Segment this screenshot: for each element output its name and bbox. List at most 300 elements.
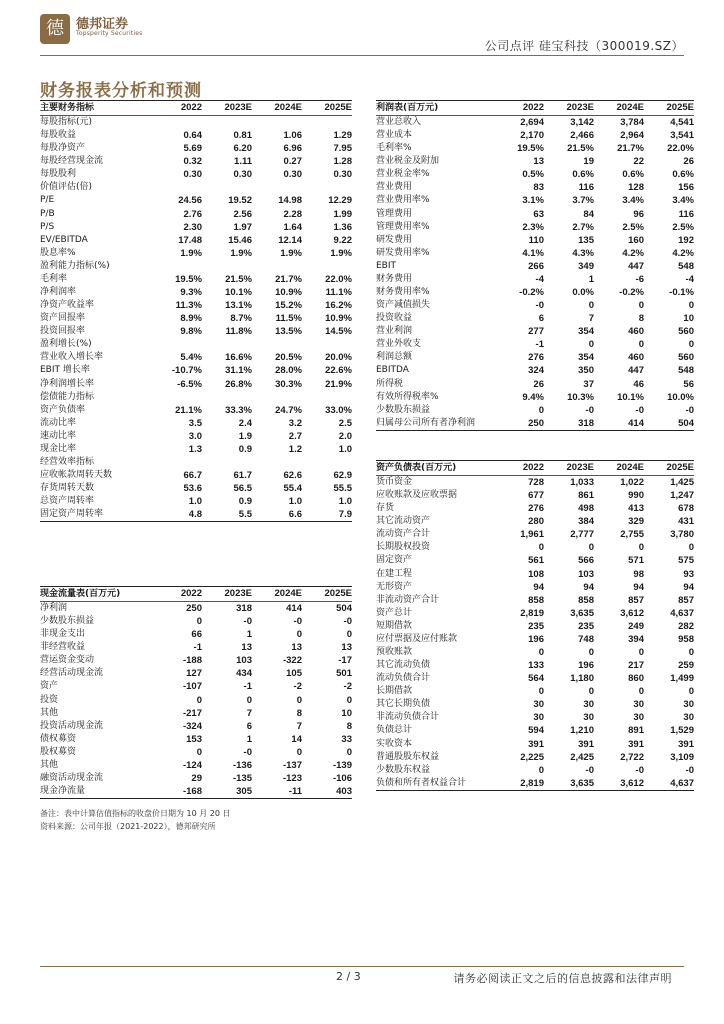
- row-label: 所得税: [376, 378, 404, 389]
- row-value: -0: [243, 616, 252, 628]
- row-label: 长期借款: [376, 686, 413, 697]
- table-row: [40, 391, 352, 404]
- row-value: 277: [528, 326, 544, 338]
- table-row: [40, 680, 352, 693]
- footer-divider: [40, 966, 684, 967]
- row-value: 0: [296, 694, 302, 706]
- row-value: [152, 116, 202, 129]
- row-label: 盈利能力指标(%): [40, 260, 110, 271]
- table-header: [40, 100, 352, 116]
- row-value: 66.7: [183, 470, 202, 482]
- row-value: 571: [628, 555, 644, 567]
- table-row: [376, 404, 694, 417]
- row-value: [252, 391, 302, 404]
- row-value: 2.30: [183, 221, 202, 233]
- table-row: [376, 391, 694, 404]
- row-value: 728: [528, 477, 544, 488]
- row-value: 11.5%: [275, 313, 302, 325]
- table-row: [376, 672, 694, 685]
- table-row: [40, 654, 352, 667]
- row-value: -6: [635, 273, 644, 285]
- row-value: 0.5%: [522, 169, 544, 181]
- row-value: 55.5: [333, 483, 352, 495]
- table-row: [40, 772, 352, 785]
- row-value: 0: [538, 647, 544, 659]
- main-indicators-table: [40, 100, 352, 522]
- row-label: 其它长期负债: [376, 699, 431, 710]
- row-label: 营业收入增长率: [40, 352, 104, 363]
- row-value: 14: [291, 733, 302, 745]
- row-label: 固定资产: [376, 555, 413, 566]
- table-row: [40, 785, 352, 798]
- row-value: -0.2%: [519, 287, 544, 299]
- row-value: 1.3: [188, 443, 202, 455]
- row-value: 561: [528, 555, 544, 567]
- row-value: 250: [528, 417, 544, 429]
- row-value: 30.3%: [275, 378, 302, 390]
- row-value: 8.7%: [230, 313, 252, 325]
- row-value: 105: [286, 668, 302, 680]
- row-label: 股息率%: [40, 247, 76, 258]
- row-value: 83: [533, 182, 544, 194]
- row-value: 3,109: [670, 751, 694, 763]
- row-label: 每股收益: [40, 130, 77, 141]
- row-label: 资产减值损失: [376, 300, 431, 311]
- table-row: [40, 641, 352, 654]
- column-header: 2022: [180, 102, 202, 113]
- row-value: 8: [638, 313, 644, 325]
- row-label: 投资回报率: [40, 326, 86, 337]
- row-value: 56.5: [233, 483, 252, 495]
- row-value: 1: [246, 629, 252, 641]
- row-label: 负债和所有者权益合计: [376, 777, 467, 788]
- row-value: -106: [332, 773, 352, 785]
- row-label: 短期借款: [376, 620, 413, 631]
- row-value: 249: [628, 620, 644, 632]
- row-value: 0: [638, 647, 644, 659]
- row-value: 3.0: [188, 430, 202, 442]
- row-value: 62.9: [333, 470, 352, 482]
- row-value: -0: [685, 404, 694, 416]
- row-value: 128: [628, 182, 644, 194]
- row-value: 858: [528, 594, 544, 606]
- row-value: 10.9%: [325, 313, 352, 325]
- row-label: 投资: [40, 694, 59, 705]
- row-value: 0: [538, 542, 544, 554]
- row-value: [302, 260, 352, 273]
- row-value: 30: [583, 712, 594, 724]
- table-row: [40, 469, 352, 482]
- table-row: [376, 489, 694, 502]
- column-header: 2022: [522, 102, 544, 113]
- row-value: 135: [578, 234, 594, 246]
- row-value: 566: [578, 555, 594, 567]
- column-header: 2022: [180, 588, 202, 599]
- row-value: -0: [343, 616, 352, 628]
- row-value: 30: [533, 699, 544, 711]
- row-label: 无形资产: [376, 581, 413, 592]
- row-label: 资产回报率: [40, 313, 86, 324]
- table-row: [376, 607, 694, 620]
- row-value: 127: [186, 668, 202, 680]
- table-row: [376, 620, 694, 633]
- row-value: 6: [538, 313, 544, 325]
- row-label: EBITDA: [376, 365, 409, 376]
- table-row: [376, 777, 694, 790]
- table-row: [40, 260, 352, 273]
- table-row: [376, 724, 694, 737]
- row-value: 21.9%: [325, 378, 352, 390]
- row-value: [252, 338, 302, 351]
- header-divider: [40, 55, 684, 56]
- row-value: 0: [196, 746, 202, 758]
- row-label: 其他: [40, 759, 59, 770]
- row-label: 财务费用率%: [376, 287, 430, 298]
- row-value: 0.32: [183, 156, 202, 168]
- row-value: 24.7%: [275, 404, 302, 416]
- table-row: [376, 351, 694, 364]
- table-row: [40, 338, 352, 351]
- table-row: [40, 508, 352, 521]
- row-value: 857: [628, 594, 644, 606]
- row-label: 营业费用率%: [376, 195, 430, 206]
- row-label: 其它流动资产: [376, 516, 431, 527]
- table-row: [376, 247, 694, 260]
- row-value: 3.2: [288, 417, 302, 429]
- row-value: 61.7: [233, 470, 252, 482]
- row-value: 6.96: [283, 143, 302, 155]
- table-row: [376, 568, 694, 581]
- row-label: 净利润增长率: [40, 378, 95, 389]
- row-label: 应收帐款周转天数: [40, 470, 113, 481]
- row-value: 30: [583, 699, 594, 711]
- row-label: 价值评估(倍): [40, 182, 93, 193]
- table-title: 利润表(百万元): [376, 103, 439, 113]
- row-value: 3.5: [188, 417, 202, 429]
- row-value: -0.2%: [619, 287, 644, 299]
- row-value: [152, 456, 202, 469]
- row-value: 2,466: [570, 130, 594, 142]
- table-row: [376, 751, 694, 764]
- report-tag: 公司点评 硅宝科技（300019.SZ）: [484, 39, 684, 53]
- table-row: [40, 208, 352, 221]
- row-label: 其他: [40, 707, 59, 718]
- table-row: [376, 698, 694, 711]
- row-label: 每股指标(元): [40, 117, 93, 127]
- row-label: 净利润: [40, 603, 68, 613]
- row-value: [252, 116, 302, 129]
- row-value: 4.3%: [572, 247, 594, 259]
- row-value: 235: [578, 620, 594, 632]
- row-label: 存货: [376, 503, 395, 514]
- row-value: 0: [538, 404, 544, 416]
- row-value: 276: [528, 503, 544, 515]
- row-value: 564: [528, 673, 544, 685]
- row-value: 0: [688, 339, 694, 351]
- row-value: 28.0%: [275, 365, 302, 377]
- row-value: -2: [343, 681, 352, 693]
- row-value: 3,780: [670, 529, 694, 541]
- row-value: 1,499: [670, 673, 694, 685]
- table-row: [40, 364, 352, 377]
- row-value: 16.2%: [325, 300, 352, 312]
- row-value: 0: [346, 629, 352, 641]
- table-row: [40, 234, 352, 247]
- row-label: 预收账款: [376, 647, 413, 658]
- row-value: 26: [533, 378, 544, 390]
- row-value: -324: [182, 720, 202, 732]
- row-value: 0.30: [233, 169, 252, 181]
- row-value: 282: [678, 620, 694, 632]
- table-row: [40, 482, 352, 495]
- row-value: 66: [191, 629, 202, 641]
- table-header: [40, 586, 352, 602]
- row-value: 2.28: [283, 208, 302, 220]
- row-label: 股权募资: [40, 746, 77, 757]
- row-value: 11.3%: [175, 300, 202, 312]
- row-value: 501: [336, 668, 352, 680]
- table-row: [376, 325, 694, 338]
- table-row: [376, 528, 694, 541]
- row-value: 4,541: [670, 117, 694, 128]
- row-value: 414: [628, 417, 644, 429]
- row-value: -168: [182, 786, 202, 798]
- row-value: -0: [535, 300, 544, 312]
- row-value: -0: [585, 404, 594, 416]
- page-header: [0, 0, 724, 60]
- row-value: [202, 456, 252, 469]
- table-row: [40, 325, 352, 338]
- row-value: 0.30: [333, 169, 352, 181]
- row-value: 413: [628, 503, 644, 515]
- row-value: 447: [628, 260, 644, 272]
- row-value: 0: [296, 629, 302, 641]
- row-value: 0: [638, 686, 644, 698]
- column-header: 2023E: [224, 588, 252, 599]
- row-value: 6.6: [288, 509, 302, 521]
- table-row: [40, 417, 352, 430]
- row-value: 94: [633, 581, 644, 593]
- row-label: 管理费用: [376, 208, 413, 219]
- row-label: 每股股利: [40, 169, 77, 180]
- row-value: -0: [293, 616, 302, 628]
- table-row: [376, 312, 694, 325]
- row-value: 29: [191, 773, 202, 785]
- row-value: 22.0%: [325, 273, 352, 285]
- row-value: 7.9: [338, 509, 352, 521]
- row-value: 5.5: [238, 509, 252, 521]
- row-value: 857: [678, 594, 694, 606]
- row-value: 9.4%: [522, 391, 544, 403]
- row-value: 235: [528, 620, 544, 632]
- row-value: 548: [678, 260, 694, 272]
- table-row: [40, 221, 352, 234]
- row-value: 504: [678, 417, 694, 429]
- row-value: 1.99: [333, 208, 352, 220]
- row-value: 5.69: [183, 143, 202, 155]
- row-value: 3,784: [620, 117, 644, 128]
- row-value: 98: [633, 568, 644, 580]
- row-value: 0.9: [238, 496, 252, 508]
- row-value: 1: [246, 733, 252, 745]
- row-value: 560: [678, 326, 694, 338]
- row-value: 196: [528, 633, 544, 645]
- row-value: 26: [683, 156, 694, 168]
- row-value: -107: [182, 681, 202, 693]
- row-value: 2,819: [520, 607, 544, 619]
- row-value: 2,722: [620, 751, 644, 763]
- row-value: 318: [578, 417, 594, 429]
- row-value: 17.48: [178, 234, 202, 246]
- row-label: 应收账款及应收票据: [376, 490, 458, 501]
- column-header: 2024E: [274, 102, 302, 113]
- row-value: 8: [346, 720, 352, 732]
- row-value: 9.3%: [180, 287, 202, 299]
- row-value: 2.76: [183, 208, 202, 220]
- table-row: [376, 541, 694, 554]
- row-value: 447: [628, 365, 644, 377]
- row-value: 1.2: [288, 443, 302, 455]
- row-value: 1.11: [234, 156, 252, 168]
- row-value: 8.9%: [180, 313, 202, 325]
- table-row: [40, 404, 352, 417]
- table-row: [376, 711, 694, 724]
- table-row: [40, 181, 352, 194]
- row-value: 30: [633, 699, 644, 711]
- row-value: 1.36: [333, 221, 352, 233]
- row-value: 0: [688, 300, 694, 312]
- row-value: 10.9%: [275, 287, 302, 299]
- table-row: [376, 515, 694, 528]
- row-value: 2.7: [288, 430, 302, 442]
- row-value: 0: [688, 686, 694, 698]
- row-label: 每股净资产: [40, 143, 86, 154]
- row-value: 62.6: [283, 470, 302, 482]
- table-row: [40, 155, 352, 168]
- row-value: 93: [683, 568, 694, 580]
- row-value: 354: [578, 352, 594, 364]
- row-value: 1.9%: [230, 247, 252, 259]
- row-value: 37: [583, 378, 594, 390]
- row-value: 7: [246, 707, 252, 719]
- row-value: 0: [588, 300, 594, 312]
- row-value: 133: [528, 660, 544, 672]
- row-value: 12.14: [278, 234, 302, 246]
- table-title: 现金流量表(百万元): [40, 589, 121, 599]
- row-label: 应付票据及应付账款: [376, 633, 458, 644]
- table-row: [40, 194, 352, 207]
- row-value: 2,755: [620, 529, 644, 541]
- row-value: [252, 260, 302, 273]
- table-row: [40, 720, 352, 733]
- row-value: -136: [232, 759, 252, 771]
- row-label: 负债总计: [376, 725, 413, 736]
- row-label: 少数股东权益: [376, 764, 431, 775]
- row-value: 21.1%: [175, 404, 202, 416]
- row-value: 329: [628, 516, 644, 528]
- row-value: 2,170: [520, 130, 544, 142]
- row-value: 1.97: [233, 221, 252, 233]
- row-value: 153: [186, 733, 202, 745]
- row-value: 33: [341, 733, 352, 745]
- row-value: -4: [535, 273, 544, 285]
- row-value: 53.6: [183, 483, 202, 495]
- row-label: 总资产周转率: [40, 496, 95, 507]
- table-row: [40, 628, 352, 641]
- table-row: [376, 685, 694, 698]
- row-value: 391: [628, 738, 644, 750]
- logo-text: 德邦证券: [76, 17, 129, 32]
- row-value: [302, 116, 352, 129]
- row-value: 391: [678, 738, 694, 750]
- row-value: 349: [578, 260, 594, 272]
- row-value: 266: [528, 260, 544, 272]
- table-row: [40, 378, 352, 391]
- table-row: [376, 286, 694, 299]
- table-row: [376, 502, 694, 515]
- row-value: 33.3%: [225, 404, 252, 416]
- row-label: 营运资金变动: [40, 655, 95, 666]
- row-value: -217: [182, 707, 202, 719]
- row-value: -0: [635, 404, 644, 416]
- row-value: 0.81: [233, 130, 252, 142]
- column-header: 2025E: [666, 102, 694, 113]
- row-value: 33.0%: [325, 404, 352, 416]
- row-value: 250: [186, 603, 202, 614]
- row-value: 12.29: [328, 195, 352, 207]
- row-value: 548: [678, 365, 694, 377]
- row-value: 94: [683, 581, 694, 593]
- row-value: 94: [583, 581, 594, 593]
- row-value: 391: [578, 738, 594, 750]
- row-value: 1.0: [288, 496, 302, 508]
- row-label: 其它流动负债: [376, 660, 431, 671]
- table-row: [376, 364, 694, 377]
- row-label: 非流动资产合计: [376, 594, 440, 605]
- table-bottom-rule: [376, 430, 694, 431]
- row-label: 归属母公司所有者净利润: [376, 417, 476, 428]
- row-label: EBIT: [376, 260, 397, 271]
- row-label: 非现金支出: [40, 629, 86, 640]
- row-value: -11: [288, 786, 302, 798]
- row-value: 0: [638, 339, 644, 351]
- row-value: 3.4%: [672, 195, 694, 207]
- row-value: 1,022: [620, 477, 644, 488]
- income-statement-table: [376, 100, 694, 431]
- row-value: 575: [678, 555, 694, 567]
- row-label: P/B: [40, 208, 55, 219]
- row-value: [302, 391, 352, 404]
- row-value: [202, 338, 252, 351]
- row-value: 116: [578, 182, 594, 194]
- row-value: 1,425: [670, 477, 694, 488]
- row-value: 1.0: [338, 496, 352, 508]
- column-header: 2022: [522, 462, 544, 473]
- row-value: -0: [685, 764, 694, 776]
- row-value: 0.64: [183, 130, 202, 142]
- table-row: [40, 759, 352, 772]
- row-value: 1: [588, 273, 594, 285]
- row-value: -2: [293, 681, 302, 693]
- logo-subtext: Topsperity Securities: [76, 30, 143, 37]
- row-label: 毛利率: [40, 273, 68, 284]
- row-value: 594: [528, 725, 544, 737]
- row-label: 资产负债率: [40, 404, 86, 415]
- row-value: [252, 181, 302, 194]
- row-value: 560: [678, 352, 694, 364]
- row-label: 营业利润: [376, 326, 413, 337]
- row-value: 0: [346, 746, 352, 758]
